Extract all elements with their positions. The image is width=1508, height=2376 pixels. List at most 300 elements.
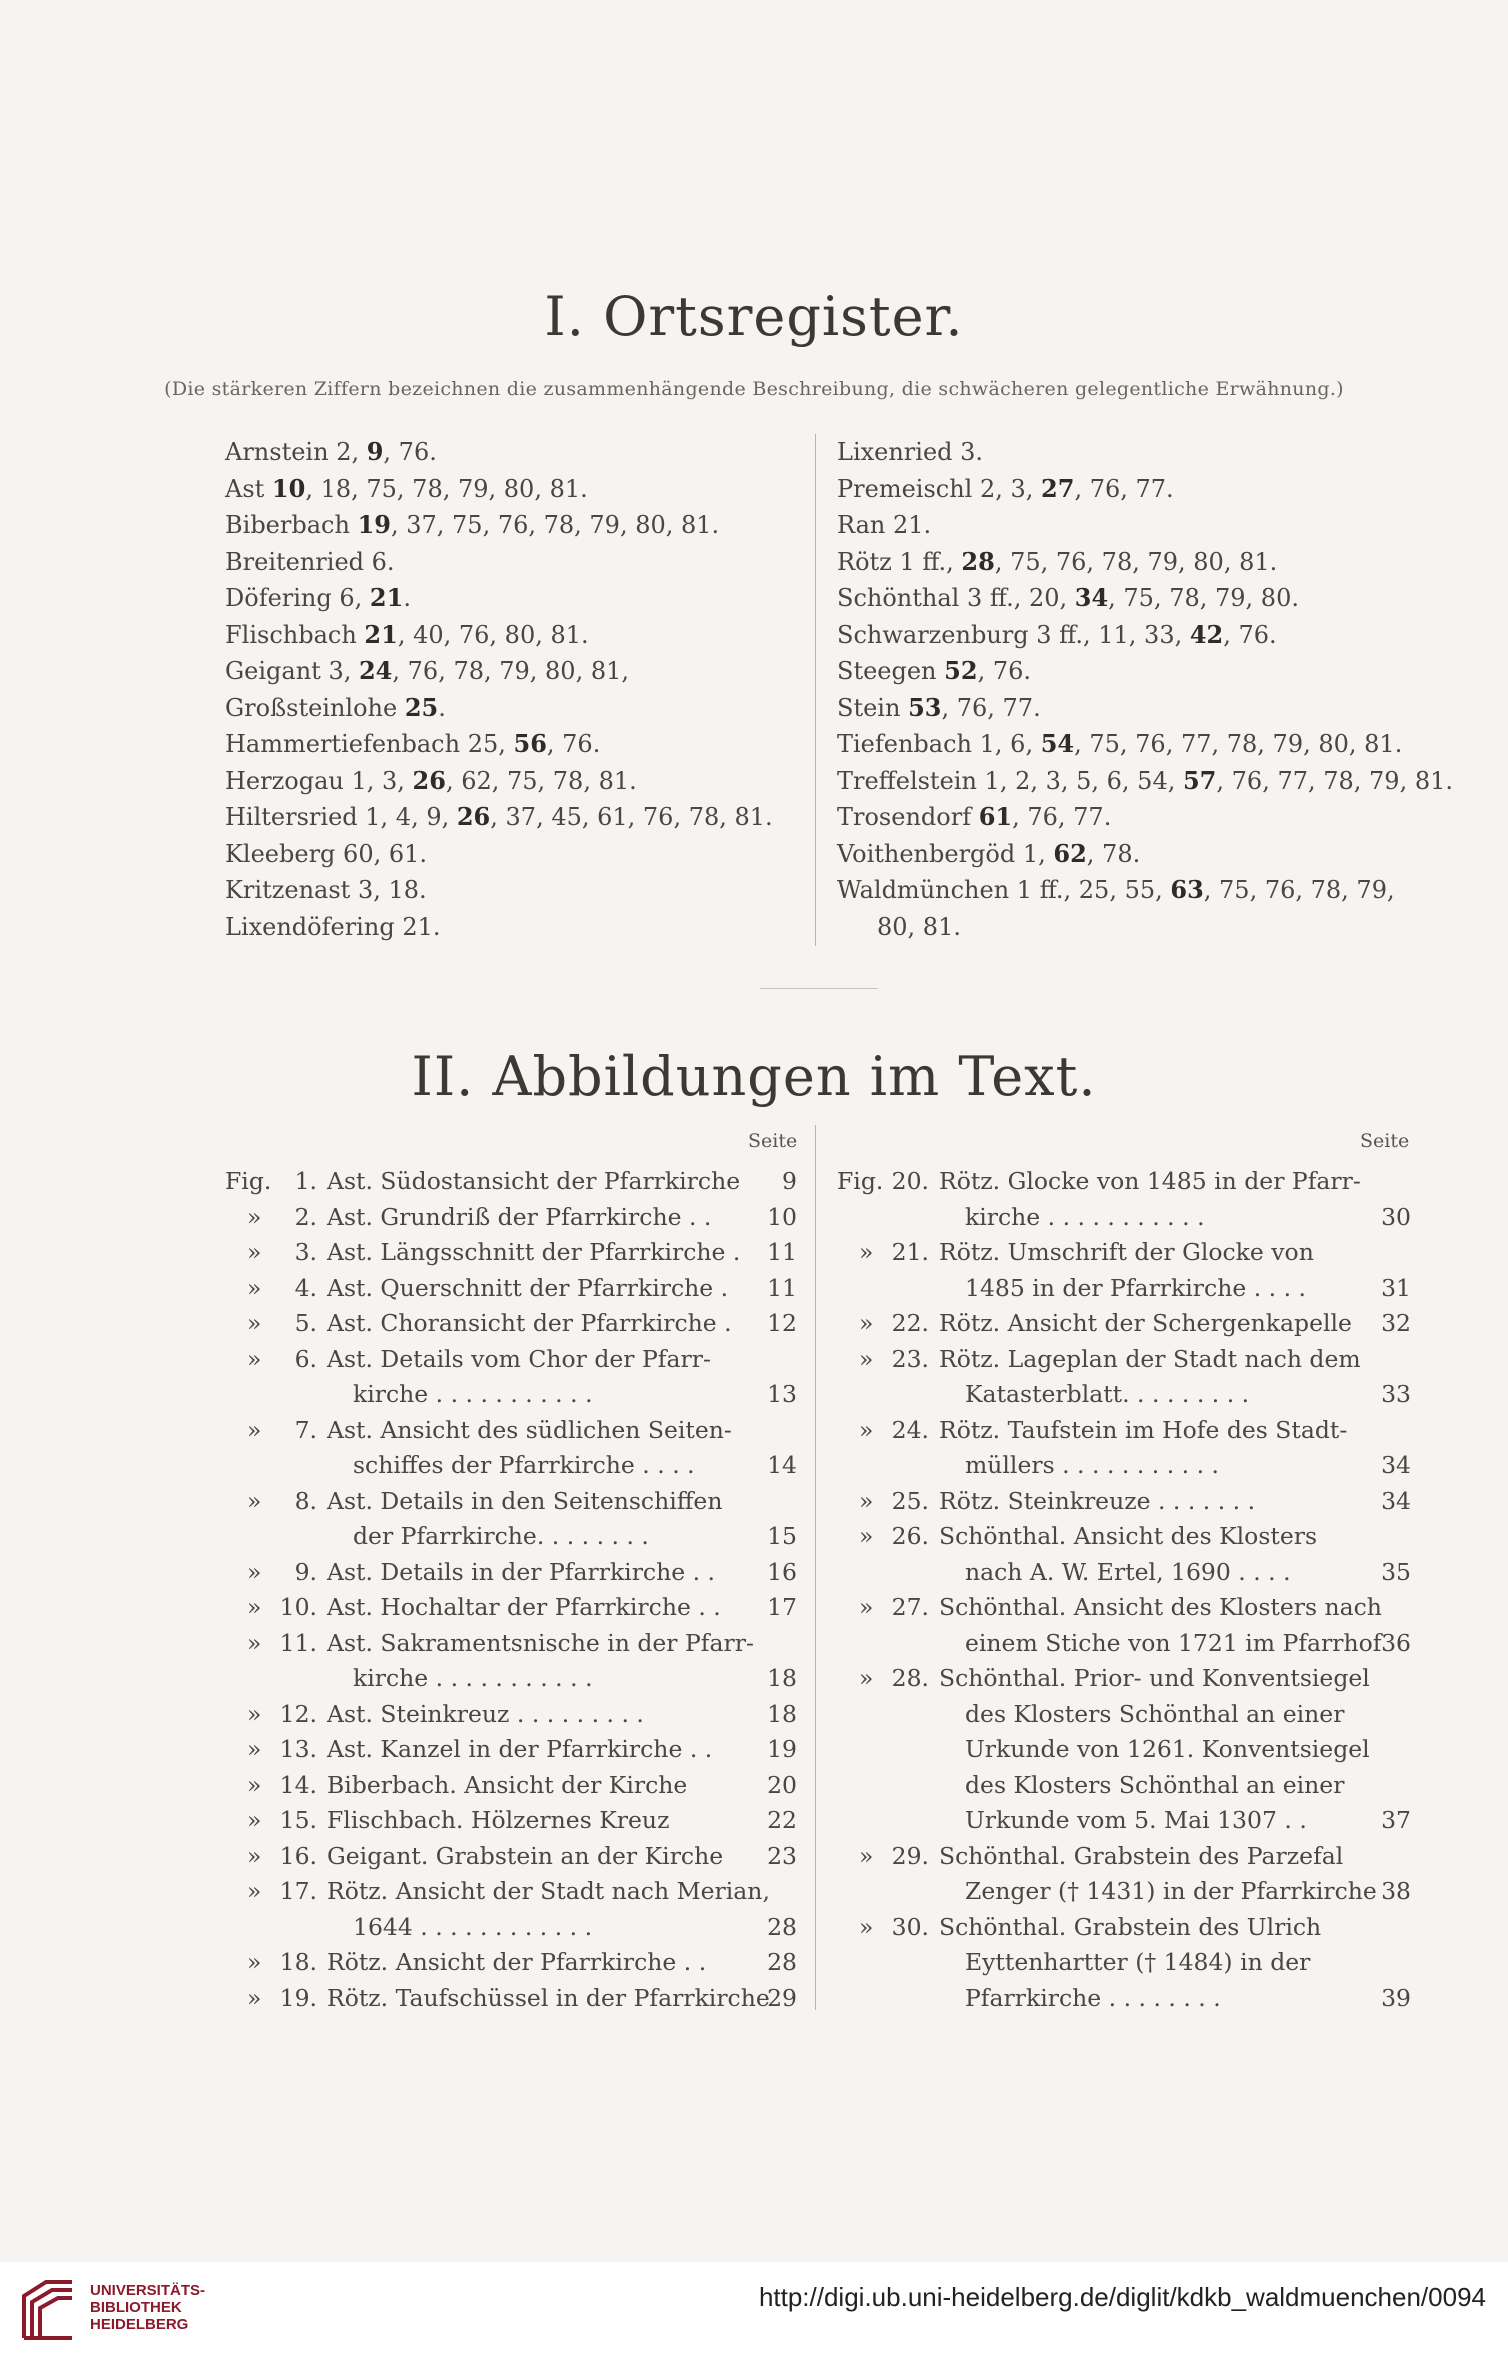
index-entry-continuation: 80, 81. xyxy=(877,912,961,941)
figure-caption: Schönthal. Ansicht des Klosters xyxy=(939,1522,1318,1550)
figure-caption: Flischbach. Hölzernes Kreuz xyxy=(327,1806,670,1834)
page-ref: 2, 3, xyxy=(979,474,1042,503)
figure-prefix: » xyxy=(247,1735,262,1763)
page-ref: 1, 3, xyxy=(351,766,413,795)
figure-entry xyxy=(225,1732,797,1768)
figure-page-number: 34 xyxy=(1381,1451,1411,1479)
figure-page-number: 9 xyxy=(782,1167,797,1195)
page-ref: 1, 4, 9, xyxy=(365,803,457,831)
page-ref-strong: 62 xyxy=(1053,838,1087,868)
figure-prefix: » xyxy=(247,1877,262,1905)
figure-caption-continuation: Zenger († 1431) in der Pfarrkirche xyxy=(965,1877,1377,1905)
figure-entry xyxy=(225,1271,797,1307)
index-entry xyxy=(225,690,773,727)
index-entry xyxy=(837,580,1453,617)
figure-prefix: » xyxy=(247,1593,262,1621)
figure-page-number: 17 xyxy=(767,1593,797,1621)
figure-caption-continuation: kirche . . . . . . . . . . . xyxy=(353,1380,593,1408)
page-ref: , 76, 77, 78, 79, 81. xyxy=(1216,766,1454,795)
source-url-link[interactable]: http://digi.ub.uni-heidelberg.de/diglit/kdkb_waldmuenchen/0094 xyxy=(758,2282,1486,2312)
figure-entry xyxy=(225,1874,797,1910)
figure-prefix: » xyxy=(859,1912,874,1941)
place-name: Hammertiefenbach xyxy=(225,730,468,758)
figure-prefix: » xyxy=(247,1983,262,2012)
figure-number: 29. xyxy=(891,1841,929,1870)
figure-entry xyxy=(837,1200,1411,1236)
figure-number: 23. xyxy=(891,1344,929,1373)
figure-caption: Schönthal. Prior- und Konventsiegel xyxy=(939,1664,1370,1692)
figure-page-number: 19 xyxy=(767,1735,797,1763)
place-name: Herzogau xyxy=(225,766,352,795)
index-entry xyxy=(225,507,773,544)
figure-page-number: 35 xyxy=(1381,1557,1411,1586)
figure-page-number: 37 xyxy=(1381,1806,1411,1834)
page-ref: 25, xyxy=(467,730,514,758)
figure-prefix: » xyxy=(859,1593,874,1621)
figure-entry xyxy=(225,1910,797,1946)
figure-caption-continuation: Katasterblatt. . . . . . . . . xyxy=(965,1380,1250,1408)
figure-number: 17. xyxy=(279,1877,317,1905)
page-ref: 6. xyxy=(371,547,395,576)
place-name: Waldmünchen xyxy=(837,876,1017,904)
figure-number: 5. xyxy=(294,1309,317,1337)
figure-page-number: 33 xyxy=(1381,1380,1411,1408)
figure-page-number: 15 xyxy=(767,1522,797,1550)
figure-page-number: 18 xyxy=(767,1664,797,1692)
figure-entry xyxy=(837,1164,1411,1200)
figure-caption: Ast. Steinkreuz . . . . . . . . . xyxy=(327,1699,644,1728)
figure-prefix: » xyxy=(859,1238,874,1266)
figure-page-number: 12 xyxy=(767,1309,797,1337)
figure-page-number: 28 xyxy=(767,1912,797,1941)
figure-prefix: » xyxy=(859,1309,874,1337)
figure-entry xyxy=(837,1271,1411,1307)
page-ref-strong: 28 xyxy=(961,546,995,576)
figure-number: 15. xyxy=(279,1806,317,1834)
figure-caption: Ast. Sakramentsnische in der Pfarr- xyxy=(327,1628,754,1657)
place-name: Biberbach xyxy=(225,511,358,539)
figure-page-number: 29 xyxy=(767,1983,797,2012)
figure-number: 6. xyxy=(294,1344,317,1373)
figure-number: 10. xyxy=(279,1593,317,1621)
place-name: Flischbach xyxy=(225,620,365,649)
page-ref: , 76. xyxy=(977,657,1031,685)
page-ref-strong: 53 xyxy=(908,692,942,722)
index-entry xyxy=(225,580,773,617)
figure-page-number: 20 xyxy=(767,1770,797,1799)
page-ref: 1, 6, xyxy=(979,730,1041,758)
figure-entry xyxy=(837,1377,1411,1413)
figure-number: 11. xyxy=(279,1628,317,1657)
figure-prefix: » xyxy=(859,1486,874,1515)
figure-entry xyxy=(225,1377,797,1413)
figure-prefix: » xyxy=(247,1309,262,1337)
figure-number: 2. xyxy=(294,1202,317,1231)
figure-entry xyxy=(837,1590,1411,1626)
page-ref: , 37, 45, 61, 76, 78, 81. xyxy=(490,803,773,831)
figure-prefix: » xyxy=(247,1628,262,1657)
seite-label-left: Seite xyxy=(748,1130,798,1152)
figure-caption: Rötz. Taufstein im Hofe des Stadt- xyxy=(939,1415,1348,1444)
index-entry xyxy=(837,872,1453,909)
page-ref: , 18, 75, 78, 79, 80, 81. xyxy=(305,474,588,503)
figure-number: 26. xyxy=(891,1522,929,1550)
figure-number: 30. xyxy=(891,1912,929,1941)
index-entry xyxy=(225,726,773,763)
figure-entry xyxy=(225,1626,797,1662)
place-name: Döfering xyxy=(225,584,340,612)
figure-page-number: 31 xyxy=(1381,1273,1411,1302)
index-entry xyxy=(225,763,773,800)
place-name: Schwarzenburg xyxy=(837,620,1037,649)
page-ref: , 75, 78, 79, 80. xyxy=(1108,584,1299,612)
figure-prefix: » xyxy=(859,1344,874,1373)
figure-entry xyxy=(225,1555,797,1591)
figure-caption-continuation: kirche . . . . . . . . . . . xyxy=(353,1664,593,1692)
figure-entry xyxy=(225,1306,797,1342)
figure-page-number: 34 xyxy=(1381,1486,1411,1515)
page-ref-strong: 57 xyxy=(1182,765,1217,795)
logo-line: BIBLIOTHEK xyxy=(90,2299,182,2316)
figure-entry xyxy=(225,1413,797,1449)
ortsregister-right-column xyxy=(837,434,1453,945)
figure-entry xyxy=(837,1626,1411,1662)
page-ref: , 75, 76, 77, 78, 79, 80, 81. xyxy=(1074,730,1403,758)
figure-entry xyxy=(225,1519,797,1555)
figure-page-number: 32 xyxy=(1381,1309,1411,1337)
column-divider xyxy=(815,434,816,946)
page-ref-strong: 52 xyxy=(944,656,978,685)
figure-number: 16. xyxy=(279,1841,317,1870)
section-separator xyxy=(760,988,878,989)
figure-caption-continuation: Eyttenhartter († 1484) in der xyxy=(965,1948,1311,1976)
figure-caption-continuation: Urkunde von 1261. Konventsiegel xyxy=(965,1735,1370,1763)
figure-number: 8. xyxy=(294,1486,317,1515)
figure-caption-continuation: Pfarrkirche . . . . . . . . xyxy=(965,1983,1221,2012)
page-ref-strong: 27 xyxy=(1041,473,1075,503)
page-ref-strong: 54 xyxy=(1040,729,1075,758)
figure-page-number: 14 xyxy=(767,1451,797,1479)
figure-prefix: Fig. xyxy=(225,1167,272,1195)
figure-prefix: » xyxy=(247,1415,262,1444)
page-ref-strong: 26 xyxy=(456,802,491,831)
figure-entry xyxy=(837,1981,1411,2017)
figure-caption-continuation: des Klosters Schönthal an einer xyxy=(965,1770,1345,1799)
figure-caption-continuation: nach A. W. Ertel, 1690 . . . . xyxy=(965,1557,1291,1586)
page-ref: 1, xyxy=(1022,839,1054,868)
figure-entry xyxy=(225,1839,797,1875)
figure-caption: Ast. Details in der Pfarrkirche . . xyxy=(327,1557,716,1586)
figure-number: 24. xyxy=(891,1415,929,1444)
place-name: Lixenried xyxy=(837,438,961,466)
figure-prefix: » xyxy=(247,1273,262,1302)
figure-page-number: 18 xyxy=(767,1699,797,1728)
figure-caption: Ast. Ansicht des südlichen Seiten- xyxy=(327,1415,732,1444)
page-ref: 3, xyxy=(328,657,359,685)
footer-bar xyxy=(0,2262,1508,2376)
figure-entry xyxy=(837,1874,1411,1910)
place-name: Rötz xyxy=(837,547,900,576)
library-logo-icon xyxy=(16,2276,80,2346)
page-ref-strong: 21 xyxy=(369,583,404,612)
page-ref: 2, xyxy=(336,438,367,466)
figure-number: 18. xyxy=(279,1948,317,1976)
figure-caption: Ast. Choransicht der Pfarrkirche . xyxy=(327,1309,732,1337)
page-ref: , 75, 76, 78, 79, xyxy=(1203,876,1395,904)
figure-caption-continuation: schiffes der Pfarrkirche . . . . xyxy=(353,1451,695,1479)
page-ref-strong: 21 xyxy=(364,619,398,649)
page-ref: , 78. xyxy=(1086,839,1141,868)
index-entry xyxy=(225,471,773,508)
figure-caption: Rötz. Glocke von 1485 in der Pfarr- xyxy=(939,1167,1361,1195)
figure-caption: Rötz. Lageplan der Stadt nach dem xyxy=(939,1344,1361,1373)
figures-left-column xyxy=(225,1164,797,2016)
place-name: Kritzenast xyxy=(225,876,358,904)
page-ref: , 37, 75, 76, 78, 79, 80, 81. xyxy=(390,511,720,539)
figure-entry xyxy=(225,1448,797,1484)
index-entry xyxy=(837,909,1453,946)
figure-number: 20. xyxy=(891,1167,929,1195)
figure-prefix: » xyxy=(247,1557,262,1586)
place-name: Breitenried xyxy=(225,547,372,576)
index-entry xyxy=(225,544,773,581)
figure-number: 13. xyxy=(279,1735,317,1763)
figure-entry xyxy=(837,1768,1411,1804)
place-name: Kleeberg xyxy=(225,839,344,868)
page-ref: 21. xyxy=(893,511,932,539)
page-ref: 1 ff., 25, 55, xyxy=(1016,876,1171,904)
figure-prefix: » xyxy=(247,1486,262,1515)
figure-caption: Schönthal. Grabstein des Parzefal xyxy=(939,1841,1344,1870)
figure-entry xyxy=(225,1164,797,1200)
page-ref: , 76, 78, 79, 80, 81, xyxy=(392,657,630,685)
figure-entry xyxy=(837,1839,1411,1875)
figure-caption: Ast. Hochaltar der Pfarrkirche . . xyxy=(327,1593,721,1621)
figure-caption: Geigant. Grabstein an der Kirche xyxy=(327,1841,724,1870)
figure-caption: Ast. Grundriß der Pfarrkirche . . xyxy=(327,1202,712,1231)
page-ref-strong: 56 xyxy=(513,729,547,758)
figure-caption: Rötz. Steinkreuze . . . . . . . xyxy=(939,1486,1256,1515)
figure-entry xyxy=(225,1768,797,1804)
index-entry xyxy=(837,836,1453,873)
figure-caption-continuation: 1644 . . . . . . . . . . . . xyxy=(353,1912,593,1941)
figure-page-number: 10 xyxy=(767,1202,797,1231)
figure-caption-continuation: 1485 in der Pfarrkirche . . . . xyxy=(965,1273,1306,1302)
page-ref-strong: 24 xyxy=(358,656,393,685)
logo-line: UNIVERSITÄTS- xyxy=(90,2282,206,2299)
place-name: Trosendorf xyxy=(837,803,979,831)
figure-caption: Ast. Südostansicht der Pfarrkirche xyxy=(327,1167,741,1195)
figure-prefix: Fig. xyxy=(837,1167,884,1195)
figure-entry xyxy=(837,1342,1411,1378)
index-entry xyxy=(837,763,1453,800)
index-entry xyxy=(837,434,1453,471)
page-ref: 3 ff., 20, xyxy=(966,584,1075,612)
page-ref-strong: 63 xyxy=(1170,875,1204,904)
figure-caption-continuation: kirche . . . . . . . . . . . xyxy=(965,1202,1205,1231)
figure-entry xyxy=(837,1732,1411,1768)
index-entry xyxy=(225,617,773,654)
place-name: Schönthal xyxy=(837,584,967,612)
figure-page-number: 13 xyxy=(767,1380,797,1408)
logo-line: HEIDELBERG xyxy=(90,2316,189,2333)
figure-page-number: 11 xyxy=(767,1238,797,1266)
column-divider xyxy=(815,1125,816,2010)
place-name: Geigant xyxy=(225,657,329,685)
page-ref: 1 ff., xyxy=(899,547,962,576)
figure-caption: Schönthal. Grabstein des Ulrich xyxy=(939,1912,1322,1941)
figure-prefix: » xyxy=(859,1415,874,1444)
place-name: Voithenbergöd xyxy=(837,839,1023,868)
figure-entry xyxy=(837,1484,1411,1520)
figure-entry xyxy=(837,1519,1411,1555)
figure-prefix: » xyxy=(247,1202,262,1231)
figure-caption-continuation: des Klosters Schönthal an einer xyxy=(965,1699,1345,1728)
figure-caption: Biberbach. Ansicht der Kirche xyxy=(327,1770,688,1799)
figure-entry xyxy=(225,1697,797,1733)
figure-caption: Schönthal. Ansicht des Klosters nach xyxy=(939,1593,1382,1621)
index-entry xyxy=(225,909,773,946)
figure-entry xyxy=(837,1945,1411,1981)
figure-prefix: » xyxy=(859,1841,874,1870)
figure-number: 1. xyxy=(294,1167,317,1195)
figure-prefix: » xyxy=(247,1770,262,1799)
figure-caption-continuation: der Pfarrkirche. . . . . . . . xyxy=(353,1522,649,1550)
figure-entry xyxy=(225,1484,797,1520)
figure-page-number: 16 xyxy=(767,1557,797,1586)
place-name: Treffelstein xyxy=(837,766,985,795)
figure-page-number: 28 xyxy=(767,1948,797,1976)
page-ref: . xyxy=(403,584,411,612)
figure-entry xyxy=(837,1448,1411,1484)
page-ref: , 76. xyxy=(1223,620,1277,649)
section1-note: (Die stärkeren Ziffern bezeichnen die zusammenhängende Beschreibung, die schwächeren gelegentliche Erwähnung.) xyxy=(164,378,1344,400)
page-ref: 3 ff., 11, 33, xyxy=(1036,620,1190,649)
page-ref: 3, 18. xyxy=(357,876,427,904)
index-entry xyxy=(225,836,773,873)
index-entry xyxy=(837,799,1453,836)
index-entry xyxy=(837,653,1453,690)
page-ref: , 76, 77. xyxy=(1074,474,1174,503)
figure-page-number: 39 xyxy=(1381,1983,1411,2012)
page-ref: 1, 2, 3, 5, 6, 54, xyxy=(984,766,1183,795)
index-entry xyxy=(837,726,1453,763)
figure-entry xyxy=(225,1803,797,1839)
index-entry xyxy=(225,799,773,836)
page-ref: , 75, 76, 78, 79, 80, 81. xyxy=(994,547,1278,576)
figure-number: 14. xyxy=(279,1770,317,1799)
place-name: Ast xyxy=(225,474,272,503)
page-ref-strong: 25 xyxy=(404,692,439,722)
figure-number: 3. xyxy=(294,1238,317,1266)
place-name: Ran xyxy=(837,511,894,539)
figure-caption-continuation: müllers . . . . . . . . . . . xyxy=(965,1451,1219,1479)
page-ref: , 76. xyxy=(383,438,437,466)
index-entry xyxy=(225,653,773,690)
figure-number: 4. xyxy=(294,1273,317,1302)
figure-number: 19. xyxy=(279,1983,317,2012)
figure-entry xyxy=(837,1555,1411,1591)
page-ref: , 76. xyxy=(546,730,601,758)
place-name: Stein xyxy=(837,693,909,722)
place-name: Tiefenbach xyxy=(837,730,980,758)
figure-entry xyxy=(837,1235,1411,1271)
figure-caption: Rötz. Ansicht der Schergenkapelle xyxy=(939,1309,1352,1337)
figure-entry xyxy=(837,1661,1411,1697)
figure-entry xyxy=(837,1910,1411,1946)
figure-prefix: » xyxy=(859,1522,874,1550)
index-entry xyxy=(837,507,1453,544)
library-logo-text xyxy=(90,2282,205,2333)
section2-title: II. Abbildungen im Text. xyxy=(411,1045,1097,1108)
figure-number: 7. xyxy=(294,1415,317,1444)
figure-prefix: » xyxy=(247,1699,262,1728)
page-ref: 6, xyxy=(339,584,370,612)
page-ref-strong: 19 xyxy=(357,510,391,539)
page-ref-strong: 10 xyxy=(271,473,306,503)
index-entry xyxy=(837,471,1453,508)
page-ref-strong: 9 xyxy=(366,437,384,466)
figure-entry xyxy=(225,1342,797,1378)
index-entry xyxy=(225,434,773,471)
figures-right-column xyxy=(837,1164,1411,2016)
index-entry xyxy=(837,544,1453,581)
place-name: Hiltersried xyxy=(225,803,366,831)
figure-caption: Ast. Querschnitt der Pfarrkirche . xyxy=(327,1273,729,1302)
figure-prefix: » xyxy=(247,1344,262,1373)
figure-entry xyxy=(837,1413,1411,1449)
place-name: Lixendöfering xyxy=(225,912,403,941)
page-ref: 3. xyxy=(960,438,984,466)
figure-prefix: » xyxy=(859,1664,874,1692)
page-ref: , 76, 77. xyxy=(941,693,1041,722)
index-entry xyxy=(225,872,773,909)
ortsregister-left-column xyxy=(225,434,773,945)
place-name: Großsteinlohe xyxy=(225,693,405,722)
figure-number: 25. xyxy=(891,1486,929,1515)
figure-entry xyxy=(225,1981,797,2017)
figure-number: 28. xyxy=(891,1664,929,1692)
page-ref: 21. xyxy=(402,912,441,941)
figure-prefix: » xyxy=(247,1806,262,1834)
place-name: Premeischl xyxy=(837,474,980,503)
figure-page-number: 23 xyxy=(767,1841,797,1870)
page-ref: , 62, 75, 78, 81. xyxy=(445,766,637,795)
figure-entry xyxy=(225,1235,797,1271)
figure-entry xyxy=(837,1306,1411,1342)
figure-prefix: » xyxy=(247,1841,262,1870)
figure-page-number: 22 xyxy=(767,1806,797,1834)
figure-caption: Ast. Details vom Chor der Pfarr- xyxy=(327,1344,711,1373)
figure-number: 22. xyxy=(891,1309,929,1337)
figure-caption: Rötz. Umschrift der Glocke von xyxy=(939,1238,1314,1266)
figure-caption: Ast. Details in den Seitenschiffen xyxy=(327,1486,723,1515)
figure-page-number: 36 xyxy=(1381,1628,1411,1657)
figure-page-number: 38 xyxy=(1381,1877,1411,1905)
section1-title: I. Ortsregister. xyxy=(544,285,964,348)
figure-caption: Ast. Kanzel in der Pfarrkirche . . xyxy=(327,1735,713,1763)
place-name: Steegen xyxy=(837,657,945,685)
page-ref: , 76, 77. xyxy=(1012,803,1112,831)
figure-entry xyxy=(225,1661,797,1697)
figure-caption-continuation: Urkunde vom 5. Mai 1307 . . xyxy=(965,1806,1307,1834)
page-ref-strong: 34 xyxy=(1074,583,1109,612)
figure-caption: Rötz. Ansicht der Pfarrkirche . . xyxy=(327,1948,707,1976)
page-ref-strong: 42 xyxy=(1189,619,1224,649)
page-ref: . xyxy=(438,693,446,722)
figure-entry xyxy=(837,1697,1411,1733)
figure-caption: Rötz. Ansicht der Stadt nach Merian, xyxy=(327,1877,770,1905)
